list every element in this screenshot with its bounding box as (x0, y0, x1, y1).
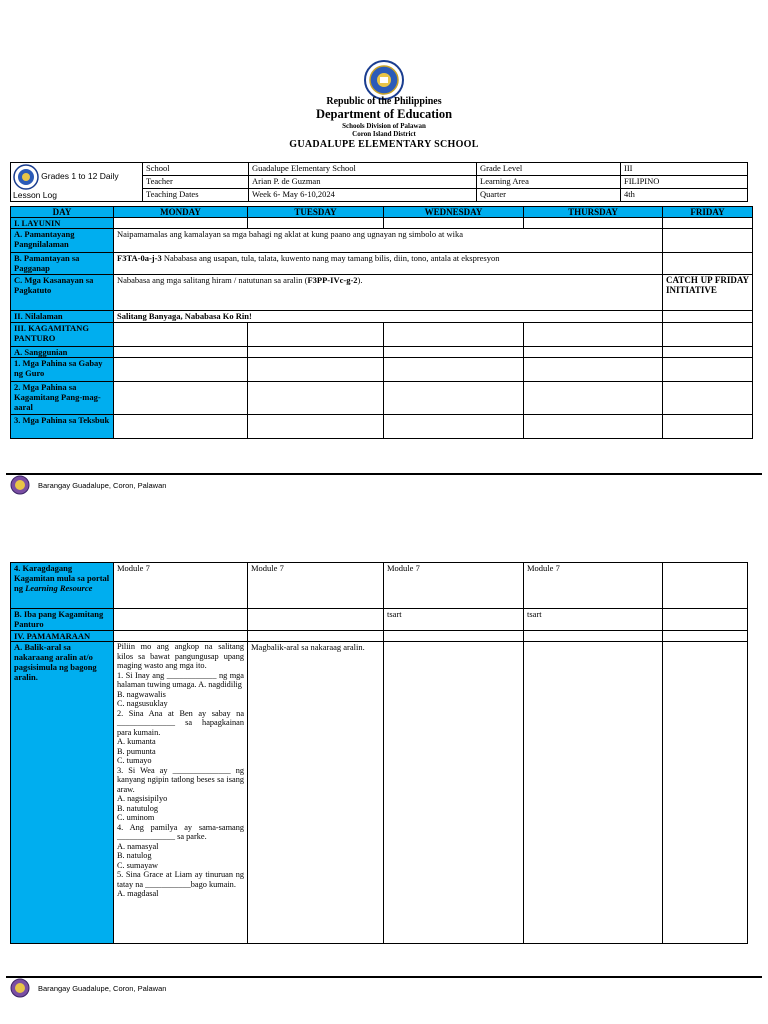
teacher-label: Teacher (143, 176, 249, 189)
monday-activity: Piliin mo ang angkop na salitang kilos sa bawat pangungusap upang maging wasto ang mga ito. 1. Si Inay ang ____________ ng mga halaman tuwing umaga. A. nagdidilig B. nagwawalis C. nagsusuklay 2. Sina Ana at Ben ay sabay na ______________ sa hapagkainan para kumain. A. kumanta B. pumunta C. tumayo 3. Si Wea ay ______________ ng kanyang ngipin tatlong beses sa isang araw. A. nagsisipilyo B. natutulog C. uminom 4. Ang pamilya ay sama-samang ______________ sa parke. A. namasyal B. natulog C. sumayaw 5. Sina Grace at Liam ay tinuruan ng tatay na ___________bago kumain. A. magdasal (114, 642, 248, 944)
module-wednesday: Module 7 (384, 563, 524, 609)
kagamitang-label: III. KAGAMITANG PANTURO (11, 323, 114, 347)
log-title: Grades 1 to 12 Daily Lesson Log (13, 170, 119, 200)
teksbuk-label: 3. Mga Pahina sa Teksbuk (11, 415, 114, 439)
lesson-info-table (10, 162, 748, 202)
pang-mag-aaral-label: 2. Mga Pahina sa Kagamitang Pang-mag-aaral (11, 382, 114, 415)
school-heading: GUADALUPE ELEMENTARY SCHOOL (289, 139, 479, 150)
day-header: DAY (11, 207, 114, 218)
quarter-label: Quarter (477, 189, 621, 202)
kasanayan-end: ). (357, 275, 363, 285)
balik-aral-label: A. Balik-aral sa nakaraang aralin at/o pagsisimula ng bagong aralin. (11, 642, 114, 944)
karagdagang-label: 4. Karagdagang Kagamitan mula sa portal ng Learning Resource (11, 563, 114, 609)
lesson-plan-table (10, 206, 753, 439)
thursday-header: THURSDAY (524, 207, 663, 218)
lesson-plan-table-continued (10, 562, 748, 944)
tsart-thursday: tsart (524, 609, 663, 631)
deped-seal-icon (364, 60, 404, 100)
pamamaraan-label: IV. PAMAMARAAN (11, 631, 114, 642)
module-monday: Module 7 (114, 563, 248, 609)
pamantayang-label: A. Pamantayang Pangnilalaman (11, 229, 114, 253)
deped-small-seal-icon (13, 164, 39, 190)
dates-value: Week 6- May 6-10,2024 (249, 189, 477, 202)
log-title-cell (11, 163, 143, 202)
friday-header: FRIDAY (663, 207, 753, 218)
teacher-value: Arian P. de Guzman (249, 176, 477, 189)
kasanayan-label: C. Mga Kasanayan sa Pagkatuto (11, 275, 114, 311)
pagganap-code: F3TA-0a-j-3 (117, 253, 162, 263)
area-value: FILIPINO (621, 176, 748, 189)
dates-label: Teaching Dates (143, 189, 249, 202)
republic-heading: Republic of the Philippines (326, 96, 442, 107)
nilalaman-text: Salitang Banyaga, Nababasa Ko Rin! (114, 311, 663, 323)
tuesday-header: TUESDAY (248, 207, 384, 218)
pamantayang-text: Naipamamalas ang kamalayan sa mga bahagi ng aklat at kung paano ang ugnayan ng simbolo at wika (114, 229, 663, 253)
school-label: School (143, 163, 249, 176)
area-label: Learning Area (477, 176, 621, 189)
iba-pang-label: B. Iba pang Kagamitang Panturo (11, 609, 114, 631)
pagganap-cell (114, 253, 663, 275)
wednesday-header: WEDNESDAY (384, 207, 524, 218)
division-heading: Schools Division of Palawan (342, 122, 426, 130)
kasanayan-cell (114, 275, 663, 311)
sanggunian-label: A. Sanggunian (11, 347, 114, 358)
footer-divider (6, 473, 762, 475)
school-value: Guadalupe Elementary School (249, 163, 477, 176)
kasanayan-code: F3PP-IVc-g-2 (307, 275, 358, 285)
monday-header: MONDAY (114, 207, 248, 218)
layunin-label: I. LAYUNIN (11, 218, 114, 229)
school-logo-icon (10, 475, 30, 495)
module-thursday: Module 7 (524, 563, 663, 609)
nilalaman-label: II. Nilalaman (11, 311, 114, 323)
catch-up-friday: CATCH UP FRIDAY INITIATIVE (663, 275, 753, 311)
module-tuesday: Module 7 (248, 563, 384, 609)
district-heading: Coron Island District (352, 130, 416, 138)
footer-address: Barangay Guadalupe, Coron, Palawan (38, 481, 167, 490)
department-heading: Department of Education (315, 107, 453, 121)
tuesday-activity: Magbalik-aral sa nakaraag aralin. (248, 642, 384, 944)
footer-address-2: Barangay Guadalupe, Coron, Palawan (38, 984, 167, 993)
tsart-wednesday: tsart (384, 609, 524, 631)
grade-label: Grade Level (477, 163, 621, 176)
kasanayan-text: Nababasa ang mga salitang hiram / natutunan sa aralin ( (117, 275, 308, 285)
gabay-label: 1. Mga Pahina sa Gabay ng Guro (11, 358, 114, 382)
pagganap-label: B. Pamantayan sa Pagganap (11, 253, 114, 275)
school-logo-icon-2 (10, 978, 30, 998)
footer-divider-2 (6, 976, 762, 978)
quarter-value: 4th (621, 189, 748, 202)
pagganap-text: Nababasa ang usapan, tula, talata, kuwento nang may tamang bilis, diin, tono, antala at ekspresyon (161, 253, 500, 263)
grade-value: III (621, 163, 748, 176)
